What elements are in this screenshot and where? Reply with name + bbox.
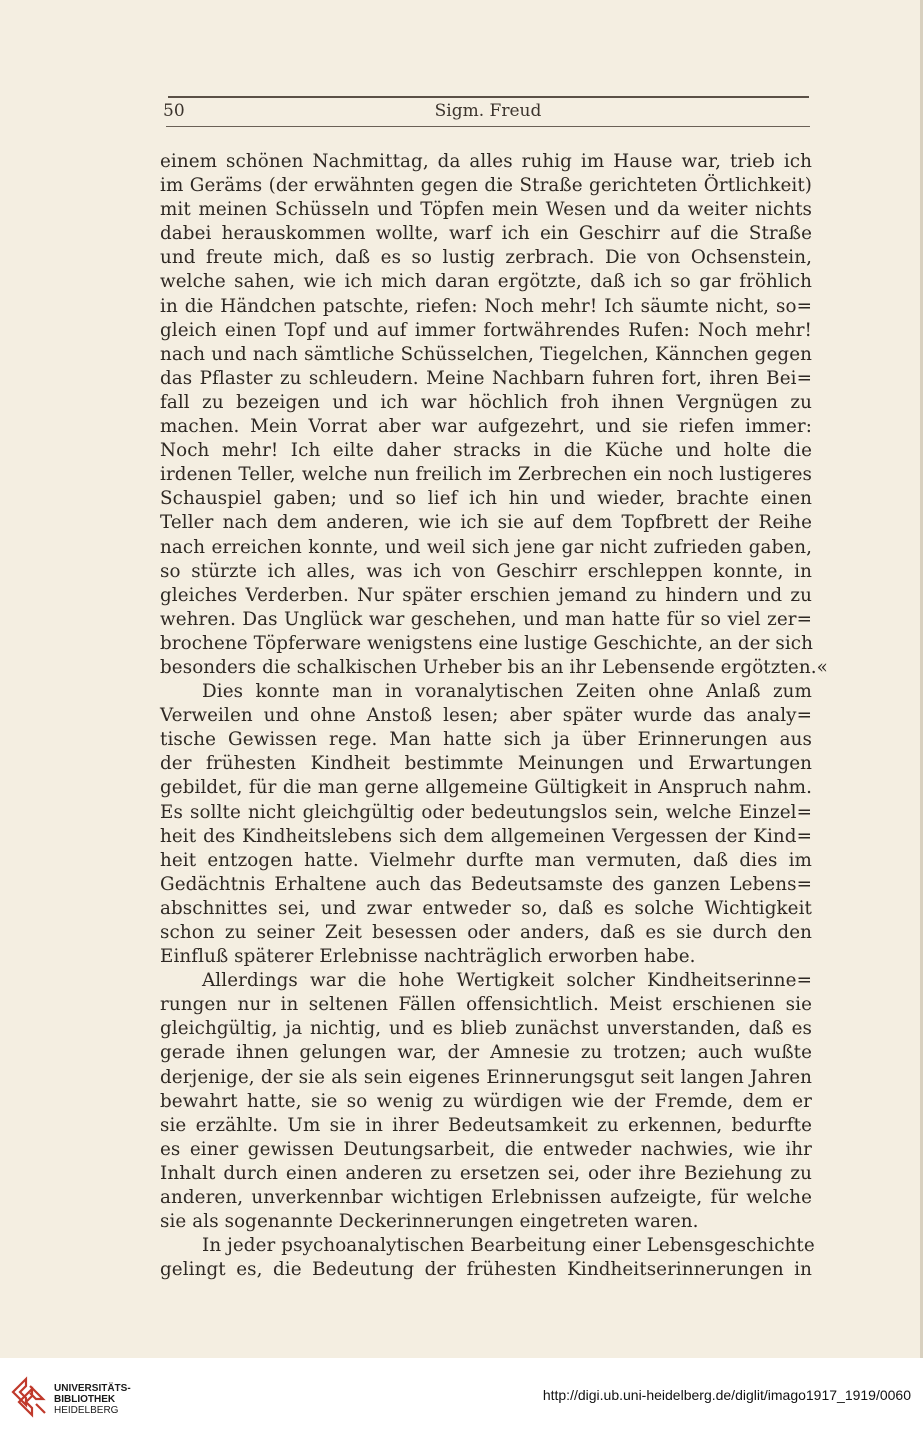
text-line: im Geräms (der erwähnten gegen die Straße gerichteten Örtlichkeit): [160, 175, 812, 197]
text-line: und freute mich, daß es so lustig zerbrach. Die von Ochsenstein,: [160, 247, 812, 269]
top-rule: [168, 96, 809, 98]
text-line: fall zu bezeigen und ich war höchlich froh ihnen Vergnügen zu: [160, 391, 812, 413]
text-line: so stürzte ich alles, was ich von Geschirr erschleppen konnte, in: [160, 560, 812, 582]
text-line: gleichgültig, ja nichtig, und es blieb zunächst unverstanden, daß es: [160, 1018, 812, 1040]
text-line: dabei herauskommen wollte, warf ich ein Geschirr auf die Straße: [160, 223, 812, 245]
text-line: Dies konnte man in voranalytischen Zeiten ohne Anlaß zum: [202, 681, 812, 703]
text-line: Verweilen und ohne Anstoß lesen; aber später wurde das analy=: [160, 705, 812, 727]
text-line: derjenige, der sie als sein eigenes Erinnerungsgut seit langen Jahren: [160, 1066, 812, 1088]
library-name-line: UNIVERSITÄTS-: [54, 1383, 131, 1394]
body-text: [160, 150, 828, 1282]
text-line: machen. Mein Vorrat aber war aufgezehrt, und sie riefen immer:: [160, 416, 812, 438]
library-logo-icon[interactable]: [10, 1374, 48, 1420]
text-line: wehren. Das Unglück war geschehen, und man hatte für so viel zer=: [160, 608, 812, 630]
text-line: bewahrt hatte, sie so wenig zu würdigen wie der Fremde, dem er: [160, 1090, 812, 1112]
text-line: einem schönen Nachmittag, da alles ruhig im Hause war, trieb ich: [160, 151, 812, 172]
page-number: 50: [163, 101, 185, 121]
text-line: Inhalt durch einen anderen zu ersetzen sei, oder ihre Beziehung zu: [160, 1162, 812, 1184]
text-line: heit des Kindheitslebens sich dem allgemeinen Vergessen der Kind=: [160, 825, 812, 847]
text-line: tische Gewissen rege. Man hatte sich ja über Erinnerungen aus: [160, 729, 812, 751]
text-line: welche sahen, wie ich mich daran ergötzte, daß ich so gar fröhlich: [160, 271, 812, 293]
footer-bar: [0, 1358, 923, 1432]
text-line: Es sollte nicht gleichgültig oder bedeutungslos sein, welche Einzel=: [160, 801, 812, 823]
text-line: Schauspiel gaben; und so lief ich hin und wieder, brachte einen: [160, 488, 812, 510]
text-line: brochene Töpferware wenigstens eine lustige Geschichte, an der sich: [160, 632, 813, 654]
running-title: Sigm. Freud: [434, 101, 542, 121]
text-line: rungen nur in seltenen Fällen offensichtlich. Meist erschienen sie: [160, 994, 812, 1016]
text-line: gerade ihnen gelungen war, der Amnesie zu trotzen; auch wußte: [160, 1042, 812, 1064]
text-line: In jeder psychoanalytischen Bearbeitung einer Lebensgeschichte: [202, 1235, 815, 1257]
text-line: gebildet, für die man gerne allgemeine Gültigkeit in Anspruch nahm.: [160, 777, 812, 799]
text-line: gleiches Verderben. Nur später erschien jemand zu hindern und zu: [160, 584, 812, 606]
text-line: es einer gewissen Deutungsarbeit, die entweder nachwies, wie ihr: [160, 1138, 812, 1160]
text-line: abschnittes sei, und zwar entweder so, daß es solche Wichtigkeit: [160, 897, 812, 919]
text-line: das Pflaster zu schleudern. Meine Nachbarn fuhren fort, ihren Bei=: [160, 367, 812, 389]
library-city: HEIDELBERG: [54, 1405, 119, 1416]
text-line: mit meinen Schüsseln und Töpfen mein Wesen und da weiter nichts: [160, 199, 812, 221]
library-name[interactable]: [54, 1383, 131, 1416]
text-line: sie erzählte. Um sie in ihrer Bedeutsamkeit zu erkennen, bedurfte: [160, 1114, 812, 1136]
text-line: Allerdings war die hohe Wertigkeit solcher Kindheitserinne=: [202, 970, 812, 992]
text-line: nach erreichen konnte, und weil sich jene gar nicht zufrieden gaben,: [160, 536, 812, 558]
text-line: gelingt es, die Bedeutung der frühesten Kindheitserinnerungen in: [160, 1259, 812, 1281]
text-line: Gedächtnis Erhaltene auch das Bedeutsamste des ganzen Lebens=: [160, 873, 812, 895]
text-line: besonders die schalkischen Urheber bis an ihr Lebensende ergötzten.«: [160, 656, 828, 678]
text-line: nach und nach sämtliche Schüsselchen, Tiegelchen, Kännchen gegen: [160, 343, 812, 365]
text-line: der frühesten Kindheit bestimmte Meinungen und Erwartungen: [160, 753, 812, 775]
text-line: sie als sogenannte Deckerinnerungen eingetreten waren.: [160, 1211, 699, 1233]
source-url[interactable]: http://digi.ub.uni-heidelberg.de/diglit/imago1917_1919/0060: [542, 1387, 911, 1403]
text-line: schon zu seiner Zeit besessen oder anders, daß es sie durch den: [160, 922, 812, 943]
text-line: Teller nach dem anderen, wie ich sie auf dem Topfbrett der Reihe: [160, 512, 812, 534]
text-line: anderen, unverkennbar wichtigen Erlebnissen aufzeigte, für welche: [160, 1187, 812, 1209]
running-head: [163, 101, 813, 127]
text-line: gleich einen Topf und auf immer fortwährendes Rufen: Noch mehr!: [160, 319, 812, 341]
library-name-line: BIBLIOTHEK: [54, 1394, 116, 1405]
text-line: heit entzogen hatte. Vielmehr durfte man vermuten, daß dies im: [160, 849, 812, 871]
text-line: irdenen Teller, welche nun freilich im Zerbrechen ein noch lustigeres: [160, 464, 812, 486]
text-line: in die Händchen patschte, riefen: Noch mehr! Ich säumte nicht, so=: [160, 295, 812, 317]
head-rule: [166, 126, 810, 127]
text-line: Noch mehr! Ich eilte daher stracks in die Küche und holte die: [160, 440, 812, 462]
text-line: Einfluß späterer Erlebnisse nachträglich erworben habe.: [160, 946, 696, 968]
